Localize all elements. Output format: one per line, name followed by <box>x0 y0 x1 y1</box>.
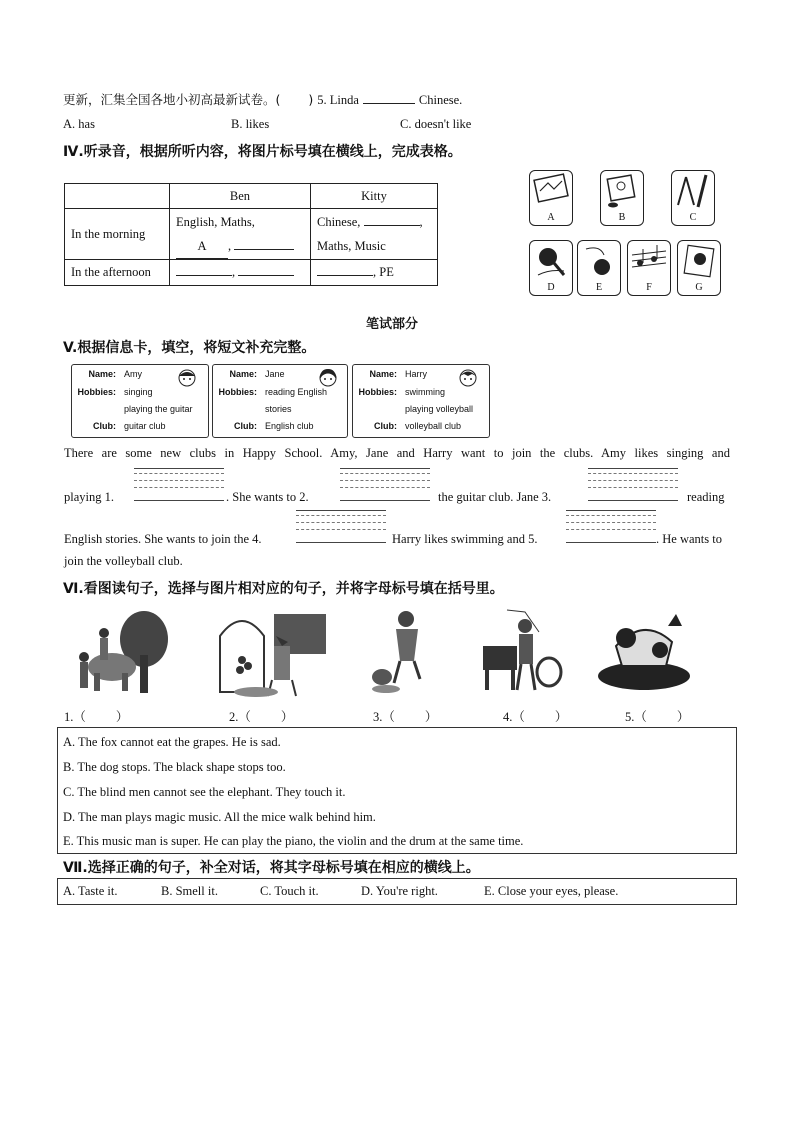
q5-number: 5. Linda <box>317 93 359 107</box>
name-label: Name: <box>88 369 116 379</box>
col-header-ben: Ben <box>170 184 311 209</box>
painting-icon <box>530 171 572 211</box>
picture-d <box>529 240 573 296</box>
ben-afternoon-blank-2[interactable] <box>238 275 294 276</box>
paren-close: ） <box>554 710 568 724</box>
sentence-e: E. This music man is super. He can play the piano, the violin and the drum at the same time. <box>63 834 524 848</box>
apple-card-icon <box>678 241 720 281</box>
picture-g-letter: G <box>695 282 703 293</box>
card-hobby: reading English <box>265 387 328 397</box>
card-hobby: playing volleyball <box>405 404 474 414</box>
q5-option-c: C. doesn't like <box>400 117 472 131</box>
kitty-morning-subjects-2: Maths, Music <box>317 239 386 253</box>
passage-p2b: . She wants to 2. <box>226 490 309 504</box>
card-club: English club <box>265 421 314 431</box>
q5-after: Chinese. <box>418 93 463 107</box>
paren-close: ） <box>676 710 690 724</box>
passage-p2a: playing 1. <box>64 490 114 504</box>
table-corner <box>65 184 170 209</box>
answer-3 <box>373 707 437 725</box>
option-c: C. Touch it. <box>260 884 319 898</box>
blank-2-line[interactable] <box>340 500 430 501</box>
picture-f-letter: F <box>646 282 652 293</box>
name-label: Name: <box>369 369 397 379</box>
sentence-a: A. The fox cannot eat the grapes. He is sad. <box>63 735 281 749</box>
card-name: Amy <box>124 369 142 379</box>
kitty-afternoon-cell <box>311 260 438 286</box>
answer-4 <box>503 707 567 725</box>
name-label: Name: <box>229 369 257 379</box>
music-man-picture <box>477 606 563 696</box>
card-name: Jane <box>265 369 285 379</box>
picture-d-letter: D <box>547 282 555 293</box>
q5-blank[interactable] <box>363 103 415 104</box>
magic-piper-picture <box>366 605 430 695</box>
picture-c-letter: C <box>689 212 697 223</box>
sentence-options-box <box>57 727 737 854</box>
q5-option-a: A. has <box>63 117 95 131</box>
top-text: 更新，汇集全国各地小初高最新试卷。( <box>63 92 281 107</box>
paren-close: ） <box>115 710 129 724</box>
written-section-title: 笔试部分 <box>366 317 419 332</box>
compass-ruler-icon <box>672 171 714 211</box>
passage-p2d: reading <box>687 490 725 504</box>
card-club: guitar club <box>124 421 166 431</box>
drawing-icon <box>601 171 643 211</box>
club-label: Club: <box>374 421 397 431</box>
sentence-d: D. The man plays magic music. All the mice walk behind him. <box>63 810 376 824</box>
schedule-table <box>64 183 438 286</box>
picture-e-letter: E <box>595 282 603 293</box>
comma: , <box>232 265 236 279</box>
card-club: volleyball club <box>405 421 462 431</box>
passage-p2c: the guitar club. Jane 3. <box>438 490 552 504</box>
card-hobby: singing <box>124 387 153 397</box>
passage-line-1: There are some new clubs in Happy School. Amy, Jane and Harry want to join the clubs. Amy likes singing and <box>64 446 730 460</box>
magnifier-icon <box>530 241 572 281</box>
girl-avatar-icon <box>176 367 198 387</box>
kitty-morning-blank[interactable] <box>364 225 420 226</box>
club-label: Club: <box>93 421 116 431</box>
ben-morning-subjects: English, Maths, <box>176 214 255 229</box>
info-card-amy <box>71 364 209 438</box>
boy-avatar-icon <box>457 367 479 387</box>
sentence-c: C. The blind men cannot see the elephant. They touch it. <box>63 785 346 799</box>
picture-a-letter: A <box>547 212 555 223</box>
answer-number: 4.（ <box>503 710 525 724</box>
blank-4-line[interactable] <box>296 542 386 543</box>
answer-1 <box>64 707 128 725</box>
paren-close: ） <box>280 710 294 724</box>
picture-a <box>529 170 573 226</box>
ben-afternoon-blank-1[interactable] <box>176 275 232 276</box>
fox-grapes-picture <box>212 606 328 700</box>
passage-p4: join the volleyball club. <box>64 554 183 568</box>
dialogue-options-box <box>57 878 737 905</box>
comma: , <box>419 215 423 229</box>
hobbies-label: Hobbies: <box>77 387 116 397</box>
ben-afternoon-cell <box>170 260 311 286</box>
top-paren-close: ) <box>308 92 314 107</box>
hobbies-label: Hobbies: <box>358 387 397 397</box>
girl-avatar-icon <box>317 367 339 387</box>
picture-f <box>627 240 671 296</box>
dog-shadow-picture <box>596 606 692 692</box>
picture-b-letter: B <box>618 212 626 223</box>
option-b: B. Smell it. <box>161 884 218 898</box>
row-afternoon-label: In the afternoon <box>65 260 170 286</box>
ben-morning-cell <box>170 209 311 260</box>
kitty-afternoon-blank[interactable] <box>317 275 373 276</box>
ben-morning-blank-1[interactable]: A <box>176 234 228 259</box>
picture-g <box>677 240 721 296</box>
picture-b <box>600 170 644 226</box>
comma: , <box>228 238 232 253</box>
picture-e <box>577 240 621 296</box>
card-name: Harry <box>405 369 427 379</box>
answer-2 <box>229 707 293 725</box>
card-hobby: stories <box>265 404 292 414</box>
answer-5 <box>625 707 689 725</box>
answer-number: 2.（ <box>229 710 251 724</box>
kitty-morning-cell <box>311 209 438 260</box>
club-label: Club: <box>234 421 257 431</box>
blind-men-elephant-picture <box>74 605 170 695</box>
col-header-kitty: Kitty <box>311 184 438 209</box>
blank-3-line[interactable] <box>588 500 678 501</box>
sentence-b: B. The dog stops. The black shape stops too. <box>63 760 286 774</box>
top-line <box>63 90 462 108</box>
info-card-harry <box>352 364 490 438</box>
picture-c <box>671 170 715 226</box>
paren-close: ） <box>424 710 438 724</box>
row-morning-label: In the morning <box>65 209 170 260</box>
card-hobby: playing the guitar <box>124 404 193 414</box>
passage-p3b: Harry likes swimming and 5. <box>392 532 538 546</box>
blank-5-line[interactable] <box>566 542 656 543</box>
card-hobby: swimming <box>405 387 446 397</box>
passage-p3a: English stories. She wants to join the 4. <box>64 532 262 546</box>
section6-heading: Ⅵ.看图读句子，选择与图片相对应的句子，并将字母标号填在括号里。 <box>63 581 504 597</box>
option-d: D. You're right. <box>361 884 438 898</box>
hobbies-label: Hobbies: <box>218 387 257 397</box>
section5-heading: V.根据信息卡，填空，将短文补充完整。 <box>63 340 316 356</box>
passage-p3c: . He wants to <box>656 532 722 546</box>
option-a: A. Taste it. <box>63 884 118 898</box>
info-card-jane <box>212 364 348 438</box>
section4-heading: Ⅳ.听录音，根据所听内容，将图片标号填在横线上，完成表格。 <box>63 144 462 160</box>
section7-heading: Ⅶ.选择正确的句子，补全对话，将其字母标号填在相应的横线上。 <box>63 860 480 876</box>
kitty-morning-subjects: Chinese, <box>317 215 361 229</box>
answer-number: 3.（ <box>373 710 395 724</box>
music-notes-icon <box>628 241 670 281</box>
kitty-afternoon-tail: , PE <box>373 265 394 279</box>
option-e: E. Close your eyes, please. <box>484 884 619 898</box>
ben-morning-blank-2[interactable] <box>234 249 294 250</box>
blank-1-line[interactable] <box>134 500 224 501</box>
jump-rope-ball-icon <box>578 241 620 281</box>
answer-number: 1.（ <box>64 710 86 724</box>
q5-option-b: B. likes <box>231 117 270 131</box>
answer-number: 5.（ <box>625 710 647 724</box>
